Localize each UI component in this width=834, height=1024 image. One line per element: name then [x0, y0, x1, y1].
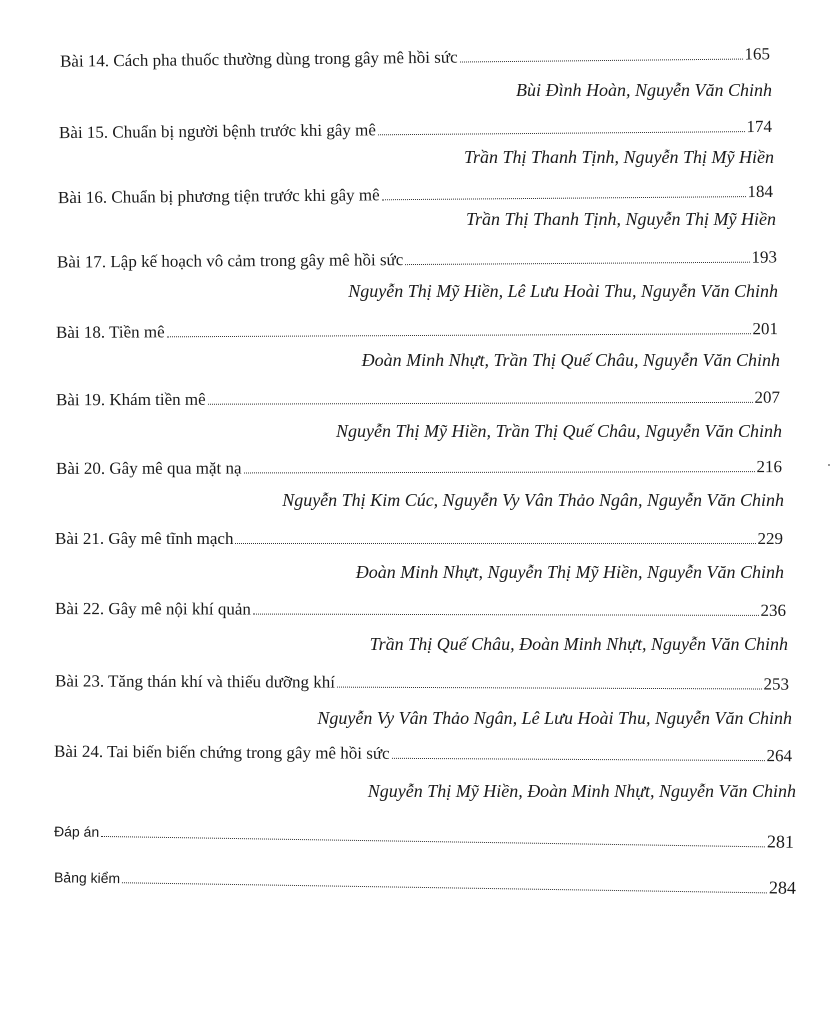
dot-leader	[167, 333, 751, 337]
toc-appendix-title: Bảng kiểm	[53, 869, 121, 887]
toc-entry-page: 184	[747, 181, 774, 202]
dot-leader	[122, 882, 767, 893]
toc-entry-authors: Bùi Đình Hoàn, Nguyễn Văn Chinh	[516, 80, 772, 100]
toc-entry-title-line[interactable]	[56, 388, 780, 411]
toc-entry-title: Bài 24. Tai biến biến chứng trong gây mê hồi sức	[53, 741, 390, 763]
toc-entry-authors: Đoàn Minh Nhựt, Trần Thị Quế Châu, Nguyễn Văn Chinh	[361, 350, 780, 370]
toc-entry-title: Bài 20. Gây mê qua mặt nạ	[55, 458, 242, 478]
toc-appendix-page: 284	[768, 877, 797, 898]
toc-appendix-page: 281	[766, 831, 795, 852]
dot-leader	[405, 262, 749, 265]
toc-entry-title: Bài 15. Chuẩn bị người bệnh trước khi gây mê	[58, 120, 376, 143]
toc-entry-title-line[interactable]	[55, 529, 783, 549]
toc-entry-authors: Trần Thị Quế Châu, Đoàn Minh Nhựt, Nguyễn Văn Chinh	[369, 634, 788, 654]
dot-leader	[253, 614, 759, 616]
toc-entry-title-line[interactable]	[60, 44, 770, 71]
toc-entry-title-line[interactable]	[55, 671, 789, 694]
dot-leader	[382, 196, 746, 200]
toc-entry-title: Bài 22. Gây mê nội khí quản	[54, 599, 251, 619]
toc-appendix-title: Đáp án	[53, 823, 100, 840]
toc-entry-title-line[interactable]	[55, 599, 786, 621]
toc-entry-authors: Nguyễn Vy Vân Thảo Ngân, Lê Lưu Hoài Thu, Nguyễn Văn Chinh	[317, 708, 792, 728]
toc-entry-page: 193	[751, 247, 778, 267]
toc-entry-title: Bài 14. Cách pha thuốc thường dùng trong gây mê hồi sức	[59, 47, 458, 71]
toc-entry-title-line[interactable]	[57, 247, 777, 272]
toc-entry-page: 216	[756, 457, 783, 477]
toc-entry-title: Bài 17. Lập kế hoạch vô cảm trong gây mê hồi sức	[56, 250, 404, 272]
scan-speck	[828, 464, 830, 466]
toc-entry-authors: Nguyễn Thị Mỹ Hiền, Đoàn Minh Nhựt, Nguyễn Văn Chinh	[367, 781, 796, 801]
toc-appendix-title-line[interactable]	[54, 820, 794, 853]
toc-entry-authors: Nguyễn Thị Mỹ Hiền, Trần Thị Quế Châu, Nguyễn Văn Chinh	[336, 421, 782, 441]
dot-leader	[235, 543, 755, 544]
toc-entry-title: Bài 23. Tăng thán khí và thiếu dưỡng khí	[54, 671, 335, 692]
toc-entry-title-line[interactable]	[58, 182, 773, 208]
toc-entry-authors: Nguyễn Thị Mỹ Hiền, Lê Lưu Hoài Thu, Nguyễn Văn Chinh	[348, 281, 778, 301]
toc-appendix-title-line[interactable]	[54, 866, 796, 899]
dot-leader	[244, 471, 755, 473]
toc-entry-authors: Đoàn Minh Nhựt, Nguyễn Thị Mỹ Hiền, Nguyễn Văn Chinh	[355, 562, 784, 582]
dot-leader	[208, 402, 753, 405]
toc-entry-page: 229	[757, 529, 783, 548]
toc-entry-page: 236	[760, 600, 787, 620]
toc-entry-title: Bài 16. Chuẩn bị phương tiện trước khi gây mê	[57, 185, 380, 208]
dot-leader	[460, 59, 743, 63]
toc-entry-authors: Nguyễn Thị Kim Cúc, Nguyễn Vy Vân Thảo Ngân, Nguyễn Văn Chinh	[282, 490, 784, 510]
toc-entry-title-line[interactable]	[56, 457, 782, 479]
toc-entry-page: 207	[754, 387, 781, 407]
toc-entry-page: 253	[763, 674, 790, 694]
toc-entry-title: Bài 21. Gây mê tĩnh mạch	[55, 529, 234, 548]
toc-entry-page: 264	[766, 746, 793, 766]
toc-entry-title: Bài 18. Tiền mê	[55, 322, 165, 342]
dot-leader	[392, 758, 765, 761]
toc-entry-title-line[interactable]	[54, 742, 792, 767]
toc-entry-page: 201	[752, 319, 779, 339]
dot-leader	[378, 131, 745, 135]
toc-entry-title-line[interactable]	[59, 117, 772, 143]
toc-entry-authors: Trần Thị Thanh Tịnh, Nguyễn Thị Mỹ Hiền	[465, 209, 776, 229]
toc-entry-page: 165	[744, 44, 771, 64]
toc-entry-authors: Trần Thị Thanh Tịnh, Nguyễn Thị Mỹ Hiền	[463, 147, 774, 167]
toc-entry-page: 174	[746, 116, 773, 137]
dot-leader	[337, 687, 762, 690]
toc-entry-title: Bài 19. Khám tiền mê	[55, 389, 206, 410]
dot-leader	[101, 836, 765, 847]
toc-entry-title-line[interactable]	[56, 319, 778, 343]
